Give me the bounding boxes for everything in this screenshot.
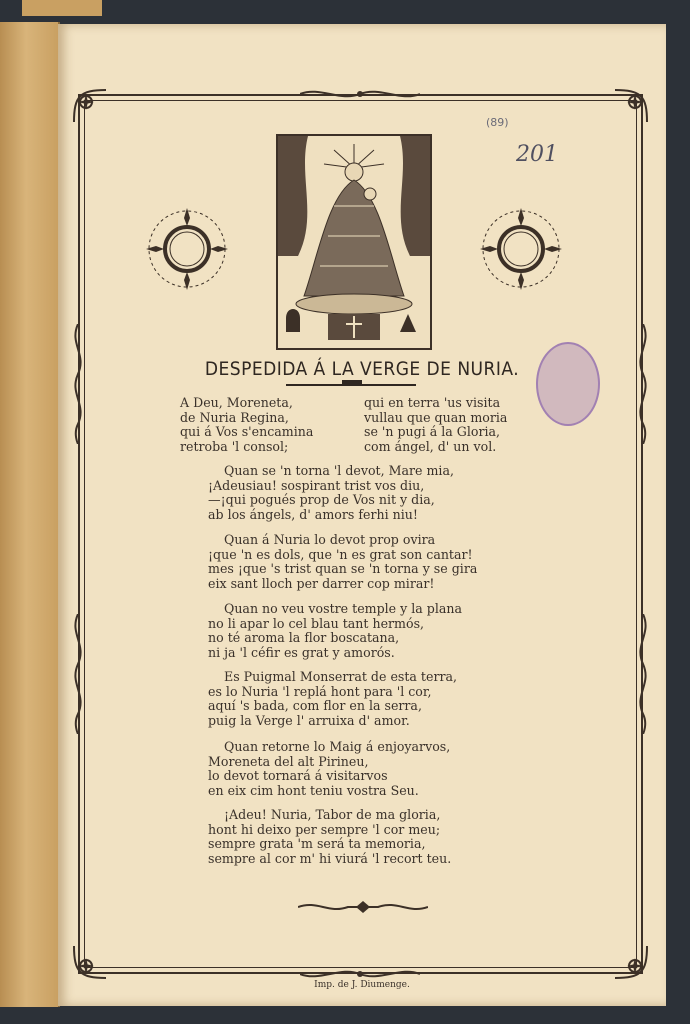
printer-imprint: Imp. de J. Diumenge.	[314, 980, 410, 990]
archive-number: 201	[516, 142, 558, 167]
verse-line: se 'n pugi á la Gloria,	[364, 424, 501, 440]
verse-line: Quan retorne lo Maig á enjoyarvos,	[224, 739, 451, 754]
archive-note: (89)	[486, 116, 509, 129]
library-stamp	[536, 342, 600, 426]
verse-line: no li apar lo cel blau tant hermós,	[208, 615, 425, 631]
verse-line: ni ja 'l céfir es grat y amorós.	[208, 645, 395, 661]
verse-line: es lo Nuria 'l replá hont para 'l cor,	[208, 683, 432, 699]
stanza	[208, 740, 450, 799]
verse-line: ¡Adeu! Nuria, Tabor de ma gloria,	[224, 807, 441, 822]
verse-line: sempre grata 'm será ta memoria,	[208, 836, 426, 852]
broadsheet-page	[58, 24, 666, 1006]
title-underline-mark	[342, 380, 362, 384]
verse-line: Moreneta del alt Pirineu,	[208, 753, 369, 769]
virgin-woodcut-image	[276, 134, 432, 350]
end-flourish-icon	[298, 898, 428, 916]
stanza	[208, 464, 454, 523]
verse-line: aquí 's bada, com flor en la serra,	[208, 698, 422, 714]
verse-line: de Nuria Regina,	[180, 409, 289, 425]
stanza	[208, 808, 451, 867]
verse-line: A Deu, Moreneta,	[180, 395, 293, 410]
verse-line: retroba 'l consol;	[180, 439, 289, 455]
stanza	[208, 670, 457, 729]
side-scroll-ornament-icon	[634, 324, 652, 444]
verse-line: ¡que 'n es dols, que 'n es grat son cantar!	[208, 546, 473, 562]
side-scroll-ornament-icon	[634, 614, 652, 734]
side-scroll-ornament-icon	[69, 324, 87, 444]
verse-line: Quan á Nuria lo devot prop ovira	[224, 532, 436, 547]
corner-flourish-icon	[611, 86, 651, 126]
corner-flourish-icon	[70, 86, 110, 126]
verse-line: ¡Adeusiau! sospirant trist vos diu,	[208, 477, 425, 493]
rosette-ornament-icon	[144, 206, 230, 292]
verse-line: eix sant lloch per darrer cop mirar!	[208, 576, 435, 592]
opening-verse-left	[180, 396, 313, 455]
corner-flourish-icon	[611, 942, 651, 982]
verse-line: qui en terra 'us visita	[364, 395, 501, 410]
verse-line: sempre al cor m' hi viurá 'l recort teu.	[208, 851, 452, 867]
corner-flourish-icon	[70, 942, 110, 982]
verse-line: qui á Vos s'encamina	[180, 424, 314, 440]
stanza	[208, 533, 477, 592]
title-underline	[286, 384, 416, 386]
stanza	[208, 602, 462, 661]
verse-line: —¡qui pogués prop de Vos nit y dia,	[208, 492, 435, 508]
verse-line: hont hi deixo per sempre 'l cor meu;	[208, 821, 441, 837]
facing-page-tab	[22, 0, 102, 16]
side-scroll-ornament-icon	[69, 614, 87, 734]
verse-line: ab los ángels, d' amors ferhi niu!	[208, 507, 418, 523]
verse-line: vullau que quan moria	[364, 409, 508, 425]
verse-line: com ángel, d' un vol.	[364, 439, 497, 455]
verse-line: lo devot tornará á visitarvos	[208, 768, 388, 784]
verse-line: Quan se 'n torna 'l devot, Mare mia,	[224, 463, 454, 478]
verse-line: en eix cim hont teniu vostra Seu.	[208, 783, 419, 799]
verse-line: Quan no veu vostre temple y la plana	[224, 601, 463, 616]
page-title: DESPEDIDA Á LA VERGE DE NURIA.	[204, 358, 520, 380]
verse-line: Es Puigmal Monserrat de esta terra,	[224, 669, 458, 684]
verse-line: mes ¡que 's trist quan se 'n torna y se gira	[208, 561, 478, 577]
verse-line: no té aroma la flor boscatana,	[208, 630, 400, 646]
rosette-ornament-icon	[478, 206, 564, 292]
top-flourish-icon	[300, 86, 420, 102]
opening-verse-right	[364, 396, 507, 455]
facing-page-edge	[0, 22, 60, 1007]
verse-line: puig la Verge l' arruixa d' amor.	[208, 713, 410, 729]
